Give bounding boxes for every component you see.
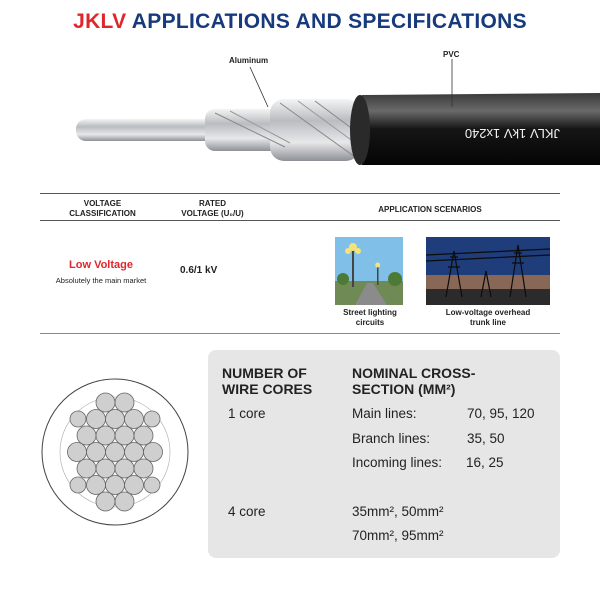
label-aluminum: Aluminum <box>229 56 269 65</box>
main-lines-value: 70, 95, 120 <box>467 406 535 421</box>
core-4-label: 4 core <box>228 504 266 519</box>
title-brand: JKLV <box>73 10 127 33</box>
table-header-rule <box>40 220 560 221</box>
core-1-label: 1 core <box>228 406 266 421</box>
voltage-class-note: Absolutely the main market <box>55 276 147 285</box>
scenario-street-lighting-caption: Street lighting circuits <box>343 308 397 327</box>
branch-lines-label: Branch lines: <box>352 431 431 446</box>
incoming-lines-value: 16, 25 <box>466 455 504 470</box>
cable-print-text: JKLV 1kV 1x240 <box>464 126 560 141</box>
table-bottom-rule <box>40 333 560 334</box>
overhead-line-image <box>426 237 550 305</box>
core-4-sizes-line-2: 70mm², 95mm² <box>352 528 444 543</box>
page-title <box>0 10 600 34</box>
incoming-lines-label: Incoming lines: <box>352 455 443 470</box>
title-rest: APPLICATIONS AND SPECIFICATIONS <box>131 10 527 33</box>
main-lines-label: Main lines: <box>352 406 417 421</box>
header-rated-voltage: RATED VOLTAGE (U₀/U) <box>181 199 244 218</box>
cross-section-diagram <box>40 377 190 527</box>
scenario-trunk-line-caption: Low-voltage overhead trunk line <box>445 308 531 327</box>
rated-voltage-value: 0.6/1 kV <box>180 265 218 276</box>
header-wire-cores: NUMBER OF WIRE CORES <box>222 365 313 397</box>
table-top-rule <box>40 193 560 194</box>
voltage-class-value: Low Voltage <box>69 259 133 271</box>
label-pvc: PVC <box>443 50 460 59</box>
branch-lines-value: 35, 50 <box>467 431 505 446</box>
header-voltage-classification: VOLTAGE CLASSIFICATION <box>69 199 136 218</box>
cable-photo <box>40 45 600 185</box>
header-cross-section: NOMINAL CROSS- SECTION (MM²) <box>352 365 476 397</box>
aluminum-strands <box>205 99 360 161</box>
core-4-sizes-line-1: 35mm², 50mm² <box>352 504 444 519</box>
header-application-scenarios: APPLICATION SCENARIOS <box>378 205 482 214</box>
street-lighting-image <box>335 237 403 305</box>
